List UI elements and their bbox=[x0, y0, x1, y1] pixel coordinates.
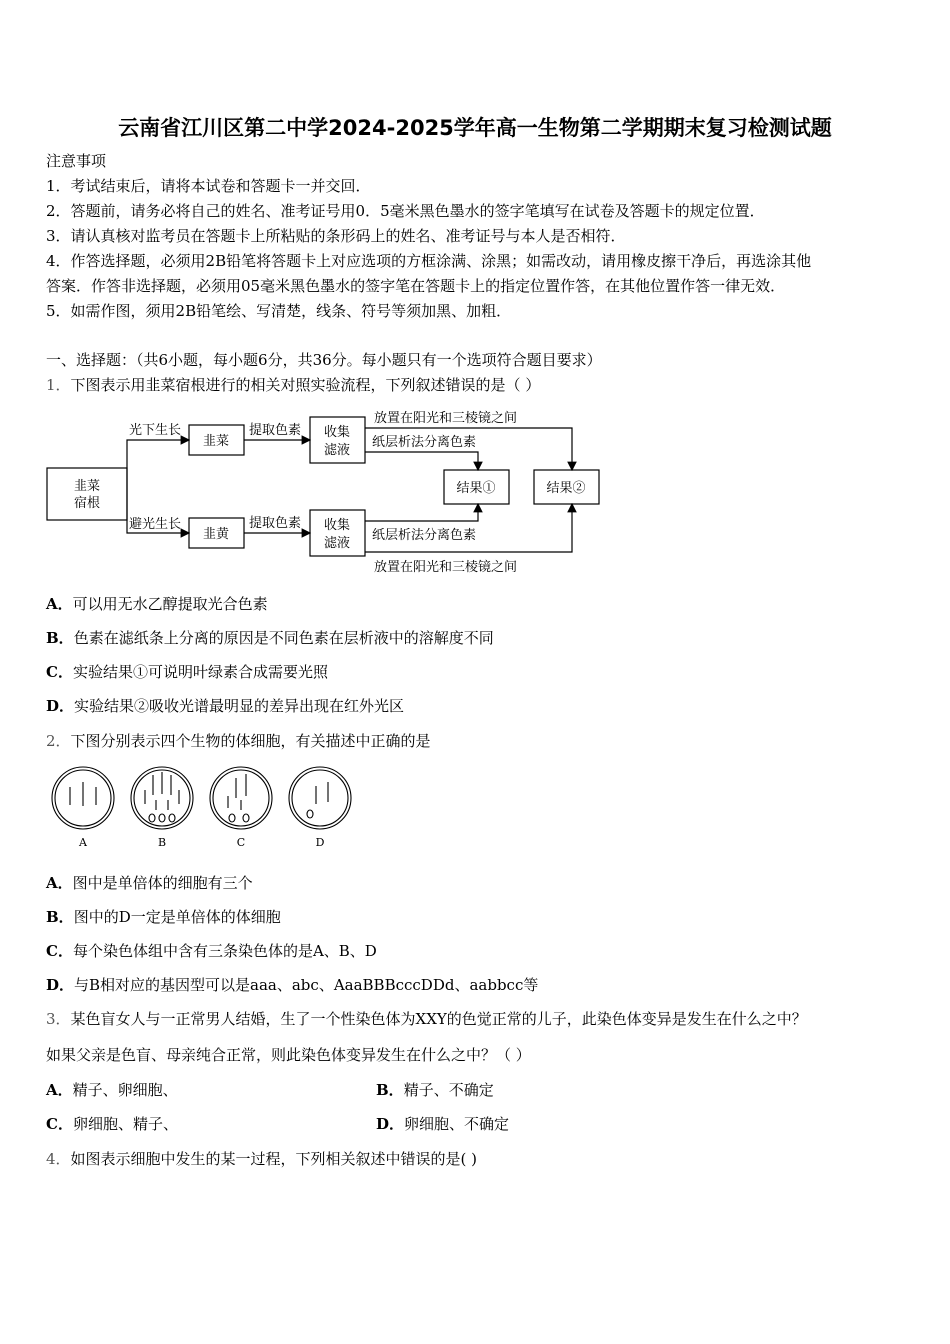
top-grow-label: 光下生长 bbox=[129, 423, 182, 438]
question-4-stem bbox=[46, 1149, 477, 1169]
cell-d bbox=[289, 767, 351, 829]
note-item: 5．如需作图，须用2B铅笔绘、写清楚，线条、符号等须加黑、加粗． bbox=[46, 302, 512, 320]
question-3-stem bbox=[46, 1009, 807, 1029]
top-collect-label-2: 滤液 bbox=[323, 443, 351, 458]
bottom-extract-label: 提取色素 bbox=[249, 516, 302, 531]
top-prism-label: 放置在阳光和三棱镜之间 bbox=[374, 411, 518, 426]
option-c[interactable]: C．卵细胞、精子、 bbox=[46, 1115, 178, 1133]
bottom-collect-label: 收集 bbox=[323, 518, 351, 533]
bottom-plant-label: 韭黄 bbox=[202, 527, 230, 542]
option-c[interactable]: C．实验结果①可说明叶绿素合成需要光照 bbox=[46, 663, 328, 681]
bottom-collect-label-2: 滤液 bbox=[323, 536, 351, 551]
option-c[interactable]: C．每个染色体组中含有三条染色体的是A、B、D bbox=[46, 942, 377, 960]
section-heading: 一、选择题：（共6小题，每小题6分，共36分。每小题只有一个选项符合题目要求） bbox=[46, 351, 602, 369]
root-box bbox=[47, 468, 127, 520]
note-item: 4．作答选择题，必须用2B铅笔将答题卡上对应选项的方框涂满、涂黑；如需改动，请用橡皮擦干净后，再选涂其他 bbox=[46, 252, 812, 270]
question-text: 某色盲女人与一正常男人结婚，生了一个性染色体为XXY的色觉正常的儿子，此染色体变异是发生在什么之中？ bbox=[70, 1010, 807, 1028]
root-label: 韭菜 bbox=[73, 479, 101, 494]
cell-a bbox=[52, 767, 114, 829]
note-item: 答案．作答非选择题，必须用05毫米黑色墨水的签字笔在答题卡上的指定位置作答，在其他位置作答一律无效． bbox=[46, 277, 786, 295]
question-text: 如图表示细胞中发生的某一过程，下列相关叙述中错误的是( ) bbox=[70, 1150, 478, 1168]
top-plant-label: 韭菜 bbox=[202, 434, 230, 449]
option-d[interactable]: D．卵细胞、不确定 bbox=[376, 1115, 510, 1133]
option-a[interactable]: A．图中是单倍体的细胞有三个 bbox=[46, 874, 253, 892]
cells-diagram bbox=[44, 760, 364, 852]
question-number: 4． bbox=[46, 1150, 71, 1168]
bottom-prism-label: 放置在阳光和三棱镜之间 bbox=[374, 560, 518, 575]
note-item: 1．考试结束后，请将本试卷和答题卡一并交回． bbox=[46, 177, 371, 195]
cell-label-c: C bbox=[236, 836, 246, 849]
page-title: 云南省江川区第二中学2024-2025学年高一生物第二学期期末复习检测试题 bbox=[118, 116, 832, 140]
question-3-stem-continued: 如果父亲是色盲、母亲纯合正常，则此染色体变异发生在什么之中？（ ） bbox=[46, 1046, 531, 1064]
option-a[interactable]: A．可以用无水乙醇提取光合色素 bbox=[46, 595, 268, 613]
flowchart-diagram bbox=[40, 400, 610, 585]
question-1-stem bbox=[46, 375, 540, 395]
cell-label-d: D bbox=[315, 836, 325, 849]
option-b[interactable]: B．精子、不确定 bbox=[376, 1081, 494, 1099]
question-text: 下图分别表示四个生物的体细胞，有关描述中正确的是 bbox=[70, 732, 431, 750]
result2-label: 结果② bbox=[546, 481, 586, 496]
option-b[interactable]: B．图中的D一定是单倍体的体细胞 bbox=[46, 908, 281, 926]
note-item: 2．答题前，请务必将自己的姓名、准考证号用0．5毫米黑色墨水的签字笔填写在试卷及答题卡的规定位置． bbox=[46, 202, 765, 220]
note-item: 3．请认真核对监考员在答题卡上所粘贴的条形码上的姓名、准考证号与本人是否相符． bbox=[46, 227, 626, 245]
root-label-2: 宿根 bbox=[73, 496, 101, 511]
notes-heading: 注意事项 bbox=[46, 152, 107, 170]
cell-label-a: A bbox=[79, 836, 87, 849]
top-chrom-label: 纸层析法分离色素 bbox=[372, 435, 477, 450]
question-number: 3． bbox=[46, 1010, 71, 1028]
question-number: 1． bbox=[46, 376, 71, 394]
question-number: 2． bbox=[46, 732, 71, 750]
top-collect-label: 收集 bbox=[323, 425, 351, 440]
top-extract-label: 提取色素 bbox=[249, 423, 302, 438]
cell-label-b: B bbox=[157, 836, 167, 849]
question-2-stem bbox=[46, 731, 431, 751]
cell-c bbox=[210, 767, 272, 829]
bottom-grow-label: 避光生长 bbox=[129, 517, 182, 532]
bottom-chrom-label: 纸层析法分离色素 bbox=[372, 528, 477, 543]
question-text: 下图表示用韭菜宿根进行的相关对照实验流程，下列叙述错误的是（ ） bbox=[70, 376, 541, 394]
option-d[interactable]: D．与B相对应的基因型可以是aaa、abc、AaaBBBcccDDd、aabbcc等 bbox=[46, 976, 539, 994]
option-b[interactable]: B．色素在滤纸条上分离的原因是不同色素在层析液中的溶解度不同 bbox=[46, 629, 494, 647]
cell-b bbox=[131, 767, 193, 829]
option-a[interactable]: A．精子、卵细胞、 bbox=[46, 1081, 178, 1099]
option-d[interactable]: D．实验结果②吸收光谱最明显的差异出现在红外光区 bbox=[46, 697, 405, 715]
result1-label: 结果① bbox=[456, 481, 496, 496]
